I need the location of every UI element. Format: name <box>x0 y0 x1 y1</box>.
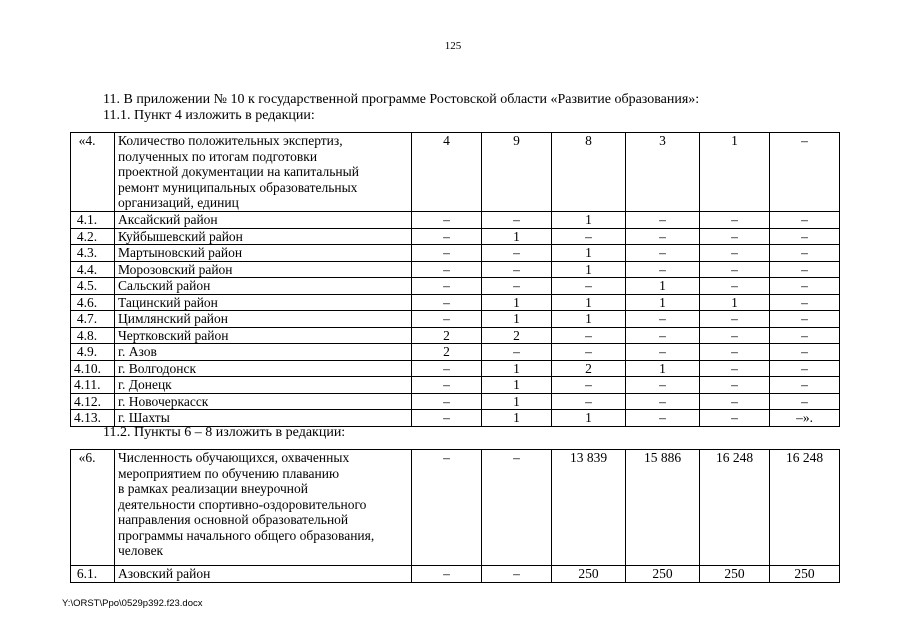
intro-paragraph: 11. В приложении № 10 к государственной программе Ростовской области «Развитие образования»: <box>103 92 700 107</box>
table-row <box>71 261 840 278</box>
value-cell: – <box>482 212 552 229</box>
item-number: 4.5. <box>71 278 115 295</box>
value-cell: – <box>770 311 840 328</box>
value-cell: – <box>770 245 840 262</box>
section-heading-11-1: 11.1. Пункт 4 изложить в редакции: <box>103 108 315 123</box>
table-row <box>71 294 840 311</box>
value-cell: 250 <box>552 566 626 583</box>
value-cell: 1 <box>482 228 552 245</box>
item-number: 4.7. <box>71 311 115 328</box>
value-cell: – <box>412 377 482 394</box>
value-cell: – <box>700 344 770 361</box>
value-cell: – <box>552 228 626 245</box>
value-cell: 1 <box>626 278 700 295</box>
table-row <box>71 566 840 583</box>
item-name: Мартыновский район <box>115 245 412 262</box>
item-name: г. Волгодонск <box>115 360 412 377</box>
value-cell: – <box>412 228 482 245</box>
value-cell: 1 <box>552 294 626 311</box>
item-name: Тацинский район <box>115 294 412 311</box>
value-cell: – <box>626 393 700 410</box>
item-number: 4.4. <box>71 261 115 278</box>
item-number: 4.3. <box>71 245 115 262</box>
value-cell: – <box>412 566 482 583</box>
value-cell: – <box>700 360 770 377</box>
value-cell: – <box>770 278 840 295</box>
table-row <box>71 377 840 394</box>
value-cell: – <box>412 245 482 262</box>
item-name: Количество положительных экспертиз, полученных по итогам подготовки проектной документации на капитальный ремонт муниципальных образовательных организаций, единиц <box>115 133 412 212</box>
item-name: Азовский район <box>115 566 412 583</box>
value-cell: 1 <box>626 360 700 377</box>
page-number: 125 <box>444 40 462 52</box>
value-cell: 4 <box>412 133 482 212</box>
value-cell: – <box>700 327 770 344</box>
item-name: г. Новочеркасск <box>115 393 412 410</box>
item-number: 4.2. <box>71 228 115 245</box>
value-cell: 1 <box>482 393 552 410</box>
value-cell: 16 248 <box>770 450 840 566</box>
value-cell: – <box>626 410 700 427</box>
table-row <box>71 410 840 427</box>
value-cell: – <box>552 377 626 394</box>
value-cell: – <box>770 393 840 410</box>
value-cell: – <box>626 311 700 328</box>
item-number: 4.6. <box>71 294 115 311</box>
item-name: Морозовский район <box>115 261 412 278</box>
value-cell: – <box>412 261 482 278</box>
item-name: г. Донецк <box>115 377 412 394</box>
section-heading-11-2: 11.2. Пункты 6 – 8 изложить в редакции: <box>103 425 346 440</box>
table-header-row <box>71 133 840 212</box>
value-cell: –». <box>770 410 840 427</box>
value-cell: – <box>700 393 770 410</box>
value-cell: – <box>626 327 700 344</box>
value-cell: – <box>552 344 626 361</box>
value-cell: 1 <box>552 212 626 229</box>
item-number: 4.12. <box>71 393 115 410</box>
value-cell: 1 <box>552 311 626 328</box>
value-cell: 250 <box>770 566 840 583</box>
value-cell: 1 <box>700 294 770 311</box>
item-number: 6.1. <box>71 566 115 583</box>
value-cell: 8 <box>552 133 626 212</box>
value-cell: – <box>412 450 482 566</box>
value-cell: 1 <box>626 294 700 311</box>
value-cell: – <box>770 212 840 229</box>
value-cell: – <box>412 278 482 295</box>
table-row <box>71 212 840 229</box>
table-row <box>71 327 840 344</box>
value-cell: – <box>700 311 770 328</box>
value-cell: – <box>482 566 552 583</box>
value-cell: – <box>482 278 552 295</box>
value-cell: – <box>626 212 700 229</box>
value-cell: – <box>700 228 770 245</box>
value-cell: 2 <box>552 360 626 377</box>
item-number: «6. <box>71 450 115 566</box>
value-cell: 2 <box>412 327 482 344</box>
value-cell: – <box>770 228 840 245</box>
value-cell: – <box>770 294 840 311</box>
value-cell: 1 <box>482 377 552 394</box>
table-row <box>71 360 840 377</box>
value-cell: – <box>552 278 626 295</box>
item-name: Чертковский район <box>115 327 412 344</box>
value-cell: – <box>770 344 840 361</box>
value-cell: – <box>770 261 840 278</box>
value-cell: – <box>770 377 840 394</box>
value-cell: – <box>626 377 700 394</box>
item-number: 4.13. <box>71 410 115 427</box>
table-row <box>71 344 840 361</box>
table-row <box>71 245 840 262</box>
value-cell: – <box>700 410 770 427</box>
value-cell: 16 248 <box>700 450 770 566</box>
item-name: Численность обучающихся, охваченных мероприятием по обучению плаванию в рамках реализации внеурочной деятельности спортивно-оздоровительного направления основной образовательной программы начального общего образования, человек <box>115 450 412 566</box>
value-cell: – <box>626 245 700 262</box>
value-cell: – <box>412 410 482 427</box>
item-name: Цимлянский район <box>115 311 412 328</box>
table-row <box>71 228 840 245</box>
value-cell: – <box>552 393 626 410</box>
table-row <box>71 311 840 328</box>
value-cell: 13 839 <box>552 450 626 566</box>
value-cell: – <box>700 245 770 262</box>
value-cell: 1 <box>482 360 552 377</box>
value-cell: 250 <box>700 566 770 583</box>
indicator-table-6 <box>70 449 840 583</box>
value-cell: 1 <box>552 261 626 278</box>
table-row <box>71 393 840 410</box>
value-cell: – <box>412 311 482 328</box>
item-name: Куйбышевский район <box>115 228 412 245</box>
value-cell: 1 <box>552 245 626 262</box>
value-cell: 1 <box>552 410 626 427</box>
item-name: г. Шахты <box>115 410 412 427</box>
value-cell: – <box>770 133 840 212</box>
value-cell: – <box>626 228 700 245</box>
value-cell: – <box>552 327 626 344</box>
value-cell: – <box>700 377 770 394</box>
value-cell: 1 <box>700 133 770 212</box>
item-name: г. Азов <box>115 344 412 361</box>
value-cell: 3 <box>626 133 700 212</box>
value-cell: – <box>482 344 552 361</box>
value-cell: – <box>412 360 482 377</box>
value-cell: – <box>482 261 552 278</box>
item-number: 4.8. <box>71 327 115 344</box>
file-path-footer: Y:\ORST\Ppo\0529p392.f23.docx <box>62 598 203 609</box>
value-cell: 1 <box>482 410 552 427</box>
item-number: 4.11. <box>71 377 115 394</box>
value-cell: – <box>770 327 840 344</box>
value-cell: – <box>700 212 770 229</box>
item-number: 4.9. <box>71 344 115 361</box>
value-cell: 15 886 <box>626 450 700 566</box>
item-number: «4. <box>71 133 115 212</box>
value-cell: – <box>626 261 700 278</box>
value-cell: 250 <box>626 566 700 583</box>
value-cell: – <box>482 450 552 566</box>
value-cell: – <box>482 245 552 262</box>
table-row <box>71 278 840 295</box>
value-cell: – <box>700 278 770 295</box>
item-name: Аксайский район <box>115 212 412 229</box>
value-cell: 1 <box>482 311 552 328</box>
indicator-table-4 <box>70 132 840 427</box>
value-cell: – <box>626 344 700 361</box>
value-cell: 1 <box>482 294 552 311</box>
value-cell: – <box>700 261 770 278</box>
table-header-row <box>71 450 840 566</box>
value-cell: – <box>412 393 482 410</box>
item-name: Сальский район <box>115 278 412 295</box>
value-cell: 2 <box>412 344 482 361</box>
value-cell: 9 <box>482 133 552 212</box>
value-cell: – <box>412 212 482 229</box>
value-cell: – <box>770 360 840 377</box>
item-number: 4.1. <box>71 212 115 229</box>
value-cell: 2 <box>482 327 552 344</box>
item-number: 4.10. <box>71 360 115 377</box>
value-cell: – <box>412 294 482 311</box>
